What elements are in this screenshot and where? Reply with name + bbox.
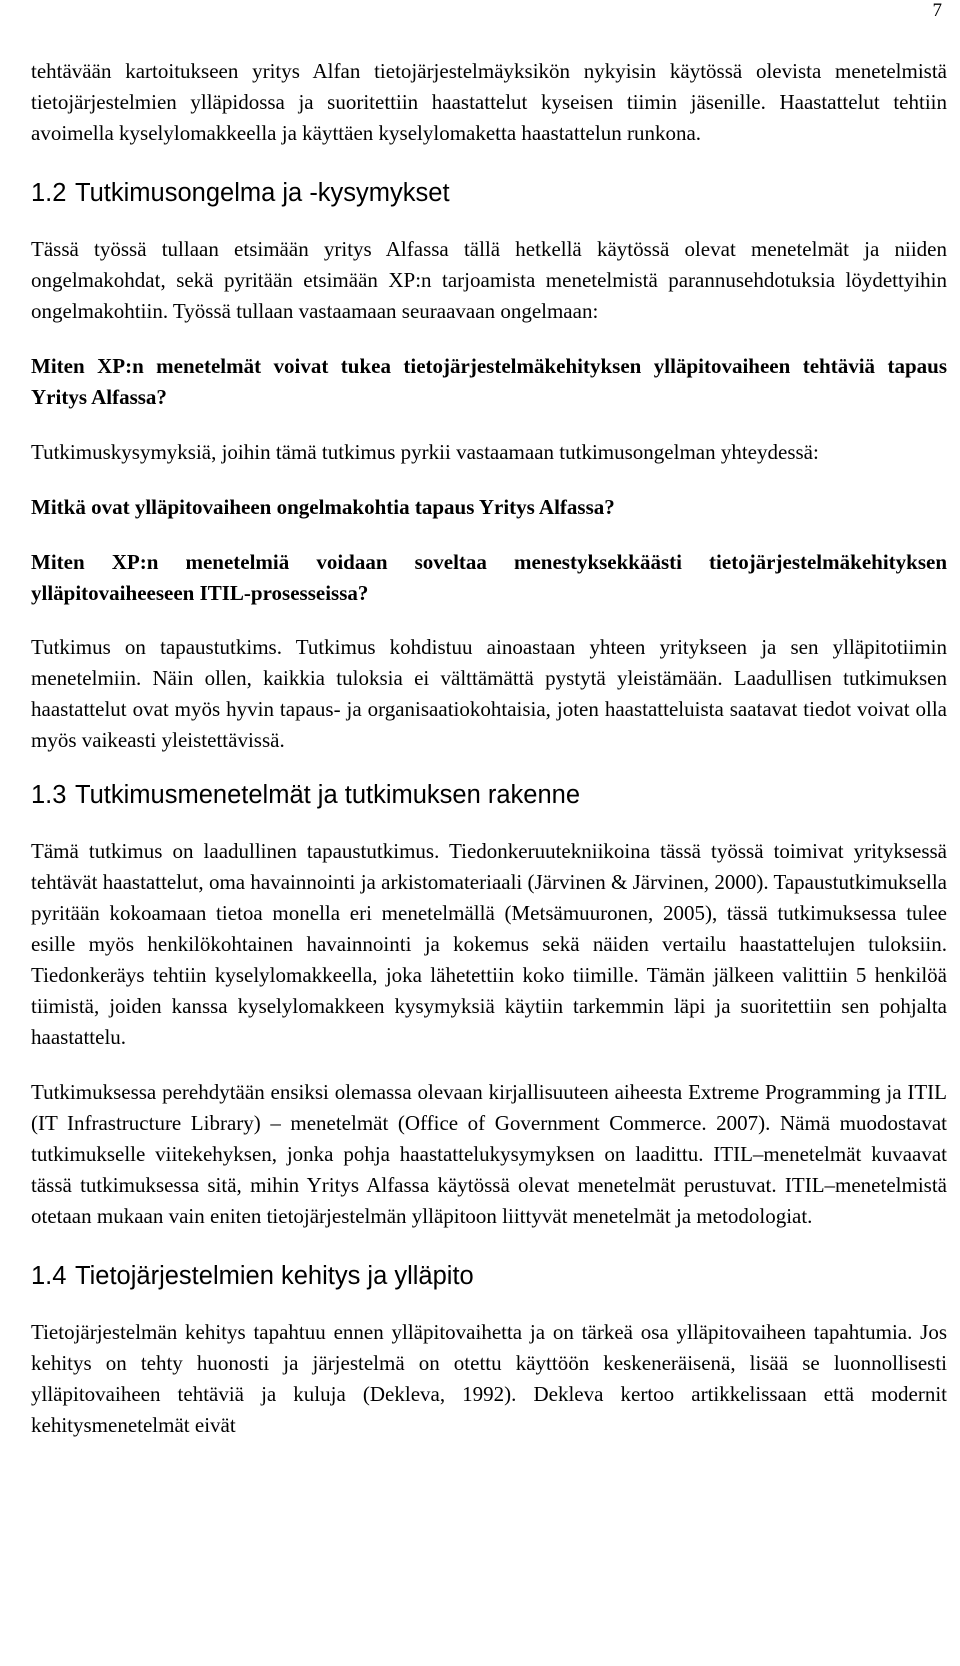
section-title: Tutkimusmenetelmät ja tutkimuksen rakenne: [75, 781, 581, 809]
research-problem: Miten XP:n menetelmät voivat tukea tietojärjestelmäkehityksen ylläpitovaiheen tehtäviä tapaus Yritys Alfassa?: [31, 354, 947, 409]
section-number: 1.2: [31, 179, 67, 207]
section-heading-1-2: [31, 178, 947, 208]
section-number: 1.3: [31, 781, 67, 809]
page-number: 7: [932, 0, 942, 21]
paragraph-methods: Tämä tutkimus on laadullinen tapaustutkimus. Tiedonkeruutekniikoina tässä työssä toimivat yrityksessä tehtävät haastattelut, oma havainnointi ja arkistomateriaali (Järvinen & Järvinen, 2000). Tapaustutkimuksella pyritään kokoamaan tietoa monella eri menetelmällä (Metsämuuronen, 2005), tässä tutkimuksessa tulee esille myös henkilökohtainen havainnointi ja kokemus sekä näiden vertailu haastattelujen tuloksiin. Tiedonkeräys tehtiin kyselylomakkeella, joka lähetettiin koko tiimille. Tämän jälkeen valittiin 5 henkilöä tiimistä, joiden kanssa kyselylomakkeen kysymyksiä käytiin tarkemmin läpi ja suoritettiin sen pohjalta haastattelu.: [31, 839, 947, 1049]
research-question-2: Miten XP:n menetelmiä voidaan soveltaa menestyksekkäästi tietojärjestelmäkehityksen ylläpitovaiheeseen ITIL-prosesseissa?: [31, 550, 947, 605]
section-number: 1.4: [31, 1262, 67, 1290]
paragraph-development: Tietojärjestelmän kehitys tapahtuu ennen ylläpitovaihetta ja on tärkeä osa ylläpitovaiheen tapahtumia. Jos kehitys on tehty huonosti ja järjestelmä on otettu käyttöön keskeneräisenä, lisää se luonnollisesti ylläpitovaiheen tehtäviä ja kuluja (Dekleva, 1992). Dekleva kertoo artikkelissaan että modernit kehitysmenetelmät eivät: [31, 1320, 947, 1437]
research-question-1: Mitkä ovat ylläpitovaiheen ongelmakohtia tapaus Yritys Alfassa?: [31, 495, 615, 519]
section-heading-1-3: [31, 780, 947, 810]
paragraph-case-study: Tutkimus on tapaustutkims. Tutkimus kohdistuu ainoastaan yhteen yritykseen ja sen ylläpitotiimin menetelmiin. Näin ollen, kaikkia tuloksia ei välttämättä pystytä yleistämään. Laadullisen tutkimuksen haastattelut ovat myös hyvin tapaus- ja organisaatiokohtaisia, joten haastatteluista saatavat tiedot voivat olla myös vaikeasti yleistettävissä.: [31, 635, 947, 752]
document-body: [31, 56, 947, 1441]
paragraph-problem-intro: Tässä työssä tullaan etsimään yritys Alfassa tällä hetkellä käytössä olevat menetelmät ja niiden ongelmakohdat, sekä pyritään etsimään XP:n tarjoamista menetelmistä parannusehdotuksia löydettyihin ongelmakohtiin. Työssä tullaan vastaamaan seuraavaan ongelmaan:: [31, 237, 947, 323]
paragraph-sub-intro: Tutkimuskysymyksiä, joihin tämä tutkimus pyrkii vastaamaan tutkimusongelman yhteydessä:: [31, 440, 819, 464]
paragraph-literature: Tutkimuksessa perehdytään ensiksi olemassa olevaan kirjallisuuteen aiheesta Extreme Programming ja ITIL (IT Infrastructure Library) – menetelmät (Office of Government Commerce. 2007). Nämä muodostavat tutkimukselle viitekehyksen, jonka pohja haastattelukysymyksen on laadittu. ITIL–menetelmät kuvaavat tässä tutkimuksessa sitä, mihin Yritys Alfassa käytössä olevat menetelmät perustuvat. ITIL–menetelmistä otetaan mukaan vain eniten tietojärjestelmän ylläpitoon liittyvät menetelmät ja metodologiat.: [31, 1080, 947, 1228]
section-title: Tutkimusongelma ja -kysymykset: [75, 179, 450, 207]
paragraph-intro: tehtävään kartoitukseen yritys Alfan tietojärjestelmäyksikön nykyisin käytössä olevista menetelmistä tietojärjestelmien ylläpidossa ja suoritettiin haastattelut kyseisen tiimin jäsenille. Haastattelut tehtiin avoimella kyselylomakkeella ja käyttäen kyselylomaketta haastattelun runkona.: [31, 59, 947, 145]
section-title: Tietojärjestelmien kehitys ja ylläpito: [75, 1262, 474, 1290]
section-heading-1-4: [31, 1261, 947, 1291]
